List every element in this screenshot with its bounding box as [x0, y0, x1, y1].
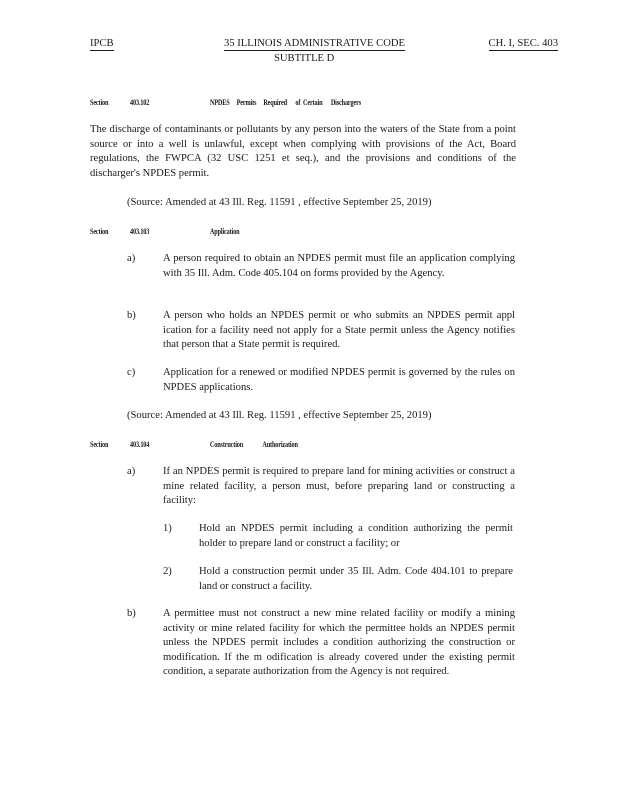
running-header [90, 38, 558, 51]
section-title: Application [209, 227, 240, 236]
source-note: (Source: Amended at 43 Ill. Reg. 11591 , effective September 25, 2019) [127, 410, 432, 421]
item-label: a) [127, 253, 136, 264]
section-title: Construction Authorization [209, 440, 298, 449]
section-label: Section [90, 98, 109, 107]
section-number: 403.103 [130, 227, 150, 236]
subitem-label: 1) [163, 523, 172, 534]
item-text: A person who holds an NPDES permit or who submits an NPDES permit appl ication for a facility need not apply for a State permit unless the Agency notifies that person that a State permit is required. [163, 310, 515, 351]
item-label: a) [127, 466, 136, 477]
header-subtitle: SUBTITLE D [274, 53, 335, 64]
subitem-text: Hold a construction permit under 35 Ill. Adm. Code 404.101 to prepare land or construct a facility. [199, 566, 513, 592]
item-text: If an NPDES permit is required to prepare land for mining activities or construct a mine related facility, a person must, before preparing land or constructing a facility: [163, 466, 515, 507]
section-number: 403.102 [130, 98, 150, 107]
item-label: b) [127, 310, 136, 321]
header-code-title: 35 ILLINOIS ADMINISTRATIVE CODE [224, 38, 405, 49]
item-label: b) [127, 608, 136, 619]
item-label: c) [127, 367, 136, 378]
section-number: 403.104 [130, 440, 150, 449]
section-title: NPDES Permits Required of Certain Dischargers [209, 98, 362, 107]
item-text: A person required to obtain an NPDES permit must file an application complying with 35 Ill. Adm. Code 405.104 on forms provided by the Agency. [163, 253, 515, 279]
section-heading [90, 225, 239, 240]
section-heading [90, 438, 298, 453]
subitem-label: 2) [163, 566, 172, 577]
item-text: A permittee must not construct a new mine related facility or modify a mining activity or mine related facility for which the permittee holds an NPDES permit unless the NPDES permit includes a condition authorizing the construction or modification. If the m odification is already covered under the existing permit condition, a separate authorization from the Agency is not required. [163, 608, 515, 678]
header-agency: IPCB [90, 38, 114, 49]
item-text: Application for a renewed or modified NPDES permit is governed by the rules on NPDES applications. [163, 367, 515, 393]
source-note: (Source: Amended at 43 Ill. Reg. 11591 , effective September 25, 2019) [127, 197, 432, 208]
section-label: Section [90, 227, 109, 236]
header-chapter-section: CH. I, SEC. 403 [488, 38, 558, 49]
section-label: Section [90, 440, 109, 449]
section-heading [90, 96, 361, 111]
section-body-paragraph: The discharge of contaminants or pollutants by any person into the waters of the State from a point source or into a well is unlawful, except when complying with provisions of the Act, Board regulations, the FWPCA (32 USC 1251 et seq.), and the provisions and conditions of the discharger's NPDES permit. [90, 124, 516, 179]
subitem-text: Hold an NPDES permit including a condition authorizing the permit holder to prepare land or construct a facility; or [199, 523, 513, 549]
